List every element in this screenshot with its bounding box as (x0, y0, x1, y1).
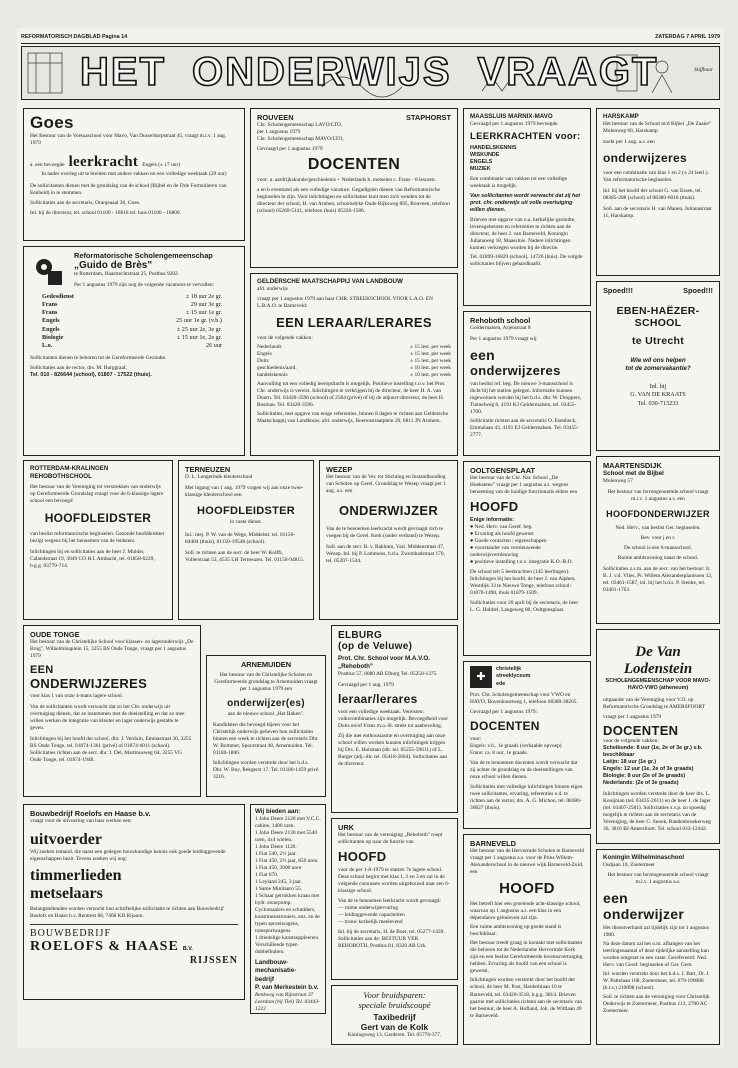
roelofs-logo2: ROELOFS & HAASE (30, 939, 179, 955)
ad-christelijk-streeklyceum (463, 661, 591, 829)
maassluis-vak-2: ENGELS (470, 159, 493, 166)
gdb-addr2: Sollicitaties aan de rector, drs. M. Burggraaf. (30, 364, 127, 371)
arnemuiden-addr: Inlichtingen worden verstrekt door het h.d.s. Dhr. W. Buy, Rekgerst 17. Tel. 01180-1459 privé 3216. (213, 760, 319, 781)
harskamp-info: Inl. bij het hoofd der school G. van Essen, tel. 08385-288 (school) of 08380-6018 (thuis). (603, 188, 702, 202)
gdb-table (42, 293, 222, 349)
spoed-left: Spoed!!! (603, 286, 633, 295)
rehoboth-body: van beslist ref. beg. De nieuwe 3-mansschool is dicht bij het station gelegen. Informatie kunnen ingewonnen worden bij het h.d.s. dhr. W. Droppers, Tunnelweg 8, 4191 KJ Geldermalsen, tel. 03455-1700. (470, 381, 582, 416)
terneuzen-sub2: in vaste dienst. (229, 519, 263, 526)
christelijk-lead2: Gevraagd per 1 augustus 1979: (470, 709, 538, 716)
bruidsparen-addr: Koningsweg 13, Garderen. Tel. 05776-377. (347, 1032, 442, 1038)
ad-spoed (596, 281, 720, 451)
vanlodenstein-tag: SCHOLENGEMEENSCHAP VOOR MAVO-HAVO-VWO (atheneum) (605, 678, 711, 692)
bruidsparen-l1: Voor bruidsparen: (363, 990, 426, 1000)
urk-body: voor de per 1-8-1979 te starten 7e lagere school. Deze school begint met klas 1, 2 en 3 en zal in de volgende cursussen worden uitgebouwd naar een 6-klassige school. (338, 867, 450, 895)
gdb-lead: Per 1 augustus 1979 zijn nog de volgende vacatures te vervullen: (74, 282, 215, 289)
roelofs-big3: metselaars (30, 885, 103, 903)
roelofs-logo (30, 924, 238, 966)
vanlodenstein-big: DOCENTEN (603, 723, 679, 739)
oudetonge-addr: Inlichtingen bij het hoofd der school, dhr. J. Verduin, Emmastraat 30, 3255 BS Oude Tonge, tel. 01874-1361 (privé) of 01874-6011 (school). Sollicitaties richten aan de secr. dhr. J. Del, Martinusweg 64, 3255 VG Oude Tonge, tel. 01874-1948. (30, 736, 192, 764)
banner-word-3: VRAAGT (477, 50, 659, 94)
ooltgensplaat-bullet: ● positieve instelling t.o.v. integratie K.O.-B.O. (470, 559, 573, 566)
merkestein-item: 1 Same Minitauro 55. (255, 886, 303, 893)
oudetonge-body: Van de sollicitanten wordt verwacht dat zo het Chr. onderwijs uit overtuiging dienen, dat ze instemmen met de doelstelling en dat zo mee willen werken de integratie van kleuter en lager onderwijs gestalte te geven. (30, 704, 185, 732)
roelofs-title: Bouwbedrijf Roelofs en Haase b.v. (30, 809, 151, 818)
rouveen-big: DOCENTEN (307, 156, 401, 174)
urk-item: — trouw kerkelijk meelevend (338, 919, 403, 926)
christelijk-sub: voor: (470, 736, 482, 743)
oudetonge-sub: voor klas 1 van onze 4-mans lagere school. (30, 693, 124, 700)
spoed-name2: SCHOOL (634, 317, 682, 330)
gelderse-row: Duits ± 15 lest. per week (257, 358, 451, 365)
gelderse-row: geschiedenis/aard. ± 10 lest. per week (257, 365, 451, 372)
elburg-sub: Prot. Chr. School voor M.A.V.O. „Rehoboth" (338, 655, 430, 671)
ooltgensplaat-bullet: ● voorstander van vernieuwende onderwijsvernieuwing (470, 545, 541, 559)
gelderse-lead2: voor de volgende vakken: (257, 335, 313, 342)
gelderse-big: EEN LERAAR/LERARES (276, 315, 432, 331)
ooltgensplaat-bullet: ● Goede contacten / eigenschappen (470, 538, 547, 545)
gelderse-addr: Sollicitaties, met opgave van enige referenties, binnen 8 dagen te richten aan Geldersche Maatschappij van Landbouw, afd. onderwijs, Boerenstraatplein 20, 6811 JN Arnhem. (257, 411, 448, 425)
newspaper-page (17, 28, 724, 1048)
gelderse-title: GELDERSCHE MAATSCHAPPIJ VAN LANDBOUW (257, 278, 403, 285)
harskamp-l1: Het bestuur van de School m/d Bijbel „De Zaaier" (603, 121, 712, 128)
oudetonge-title: OUDE TONGE (30, 630, 80, 639)
ad-harskamp (596, 108, 720, 276)
urk-title: URK (338, 823, 355, 832)
christelijk-big: DOCENTEN (470, 719, 540, 734)
roelofs-logo4: RIJSSEN (189, 955, 238, 967)
ooltgensplaat-body: De school telt 5 leerkrachten (145 leerlingen). Inlichtingen bij het hoofd, de heer J. van Alphen, Westdijk 33 te Nieuwe Tonge, telefoon school: 01870-1490, thuis 01879-1509. (470, 569, 576, 597)
maassluis-vak-3: MUZIEK (470, 166, 491, 173)
roelofs-lead: vraagt voor de uitvoering van haar werken een: (30, 818, 132, 825)
rouveen-body: a en b eventueel als een volledige vacature. Gegadigden dienen van Reformatorische beginselen te zijn. Voor inlichtingen en sollicitaties kunt men zich wenden tot de directeur der school, H. van Aruhen, schoolsdyke Oude Rijksweg 895, Rouveen, telefoon (school) 05269-5141, telefoon (huis) 05226-1586. (257, 187, 450, 215)
elburg-title: ELBURG (338, 630, 383, 641)
gdb-addr: te Rotterdam, Haastrechtstraat 25, Postbus 9202. (74, 271, 180, 278)
merkestein-item: 1 driedelige kunstsuppleerers. (255, 935, 320, 942)
goes-detail: In nader overleg uit te breiden met andere vakken tot een volledige weektaak (29 uur) (41, 171, 227, 178)
maassluis-vak-0: HANDELSKENNIS (470, 145, 517, 152)
ad-maartensdijk (596, 456, 720, 624)
gelderse-lead: vraagt per 1 augustus 1979 aan haar CHR. STREEKSCHOOL VOOR L.A.O. EN L.B.A.O. te Barneveld: (257, 296, 433, 310)
rehoboth-sub: Goldermalsen, Arjenstraat 8 (470, 325, 531, 332)
gdb-tel: Tel. 010 - 826644 (school), 01807 - 17522 (thuis). (30, 371, 152, 378)
bruidsparen-l2: speciale bruidscoupé (358, 1000, 431, 1010)
elburg-lead: Gevraagd per 1 aug. 1979 (338, 682, 394, 689)
gdb-row: Gedesdienst ± 18 uur 2e gr. (42, 293, 222, 301)
rouveen-items: voor: a. aardrijkskunde/geschiedenis + Nederlands b. metselen c. Frans - 8 lesuren. (257, 177, 436, 184)
wezep-lead: Het bestuur van de Ver. tot Stichting en Instandhouding van Scholen op Gerel. Grondslag te Wezep vraagt per 1 aug. a.s. een (326, 474, 446, 495)
terneuzen-addr: Soll. te richten aan de secr. de heer W. Kolffi, Vollerstraat 53, 4535 LH Terneuzen. Tel. 01150-94815. (185, 550, 305, 564)
merkestein-item: 1 John Deere 2130 met 5540 uren, 4x4 wielen. (255, 830, 318, 844)
goes-info: Inl. bij de directeur, tel. school 01100 - 16818 tel. huis 01100 - 16800. (30, 210, 181, 217)
spoed-q1: Wie wil ons helpen (630, 357, 686, 365)
roelofs-logo1: BOUWBEDRIJF (30, 928, 112, 940)
goes-big: leerkracht (68, 154, 139, 171)
banner-title (80, 49, 659, 95)
barneveld-addr: Inlichtingen worden verstrekt door het hoofd der school, de heer M. Post, Harderhlaan 10 te Barneveld, tel. 03420-3518, b.g.g. 3814. Brieven gaarne met sollicitaties richten aan de secretaris van het bestuur, de heer A. Hofland, Joh. de Wittlaan 49 te Barneveld. (470, 977, 583, 1019)
header-rule (21, 43, 720, 44)
ad-elburg (331, 625, 458, 813)
rotterdam-addr: Inlichtingen bij en sollicitaties aan de heer J. Mulder, Calandstraat 19, 3049 CO H.I. Ambacht, tel. 01858-6229, b.g.g. 03779-714. (30, 549, 155, 570)
gdb-row: Biologie ± 15 uur 1e, 2e gr. (42, 333, 222, 341)
urk-addr: Inl. bij de secretaris, H. de Boer, tel. 05277-1439. Sollicitaties aan de: BESTUUR VER. REHOBOTH, Postbus 81, 8320 AB Urk. (338, 929, 445, 950)
gdb-quote: „Guido de Brès" (74, 260, 153, 272)
ad-oude-tonge (23, 625, 201, 797)
barneveld-big: HOOFD (499, 880, 555, 898)
page-header-right: ZATERDAG 7 APRIL 1979 (655, 34, 720, 40)
goes-addr: Sollicitaties aan de secretaris, Oranjeaaal 36, Goes. (30, 200, 141, 207)
arnemuiden-sub: aan de nieuwe school „Het Baken". (227, 711, 305, 718)
arnemuiden-title: ARNEMUIDEN (240, 660, 292, 669)
barneveld-body: Het betreft hier een groeiende acht-klassige school, waarvan op 1 augustus a.s. een klas in een dépendance gehuisvest zal zijn. (470, 901, 581, 922)
vanlodenstein-item: Engels: 12 uur (1e, 2e of 3e graads) (603, 766, 694, 773)
vanlodenstein-item: Latijn: 18 uur (1e gr.) (603, 759, 657, 766)
gelderse-row: Engels ± 15 lest. per week (257, 351, 451, 358)
wilhelmina-addr: Inl. worden verstrekt door het h.d.s. J. Bart, Dr. J. W. Paltelaan 168, Zoetermeer, tel. 079-190080 (h.t.s.) 210098 (school). (603, 971, 710, 992)
maartensdijk-big: HOOFDONDERWIJZER (606, 509, 710, 520)
ad-wezep (319, 460, 458, 620)
christelijk-i2: Frans: ca. 8 uur, 1e graads. (470, 750, 528, 757)
ad-bruidsparen (331, 985, 458, 1045)
christelijk-logo2: streeklyceum (496, 673, 531, 680)
wezep-body: Van de te benoemen leerkracht wordt gevraagd zich te voegen bij de Gerel. Kerk (onder verband) te Wezep. (326, 526, 444, 540)
ooltgensplaat-bullet: ● Ned. Herv. van Geref. beg. (470, 524, 533, 531)
arnemuiden-lead: Het bestuur van de Christelijke Scholen en Gereformeerde grondslag te Arnemuiden vraagt per 1 augustus 1979 een (214, 672, 318, 693)
spoed-city: te Utrecht (631, 335, 684, 348)
merkestein-item: 1 Fiat 450, 3000 uren (255, 865, 302, 872)
ad-van-lodenstein (596, 629, 720, 844)
christelijk-body: Van de te benoemen docenten wordt verwacht dat zij achter de grondslag en de doelstellingen van onze school willen dienen. (470, 760, 578, 781)
gdb-row: Engels 25 uur 1e gr. (v.b.) (42, 317, 222, 325)
maassluis-big: LEERKRACHTEN voor: (470, 131, 581, 143)
rotterdam-title: ROTTERDAM-KRALINGEN REHOBOTHSCHOOL (30, 465, 109, 481)
spoed-right: Spoed!!! (683, 286, 713, 295)
maartensdijk-body: Ned. Herv., van beslist Ger. beginselen. (615, 525, 701, 532)
ooltgensplaat-title: OOLTGENSPLAAT (470, 466, 536, 475)
barneveld-body3: Het bestuur treedt graag in kontakt met sollicitanten die behoren tot de Nederlandse Hervormde Kerk zijn en een beslist Gereformeerde levensovertuiging hebben. Ervaring als hoofd van een school is gewenst. (470, 940, 583, 975)
merkestein-title: Wij bieden aan: (255, 808, 301, 815)
barneveld-body2: Een ruime ambtswoning op goede stand is beschikbaar. (470, 924, 562, 938)
spoed-tel: Tel. 030-713233 (637, 399, 679, 407)
ad-guido-de-bres (23, 246, 245, 456)
maartensdijk-addr: Sollicitaties z.s.m. aan de secr. van het bestuur: Ir. B. J. v.d. Vlies, Pr. Willem Alexanderplantsoen 12, tel. 03461-1587, inl. bij het h.d.s. P. Stenke, tel. 03461-1763. (603, 566, 713, 594)
roelofs-big1: uitvoerder (30, 831, 102, 849)
gdb-row: L.o. 26 uur (42, 341, 222, 349)
rehoboth-lead: Per 1 augustus 1979 vraagt wij (470, 336, 537, 343)
gelderse-body: Aanvulling tot een volledig leeropdracht is mogelijk. Positieve instelling t.o.v. het Prot. Chr. onderwijs is vereist. Inlichtingen te verkrijgen bij de directeur, de heer H. A. van Doorn. Tel. 03420-3596 (school) of 2584 (privé) of bij de adjunct-directeur, de heer H. Bosman. Tel. 03420-3596. (257, 381, 446, 409)
rotterdam-body: van beslist reformatorische beginselen. Gezonde hoofdleidster bezigt wegens bij het benoemen van de leidsters. (30, 531, 165, 545)
rouveen-l3: Chr. Scholengemeenschap MAVO/LTO, (257, 136, 344, 143)
maassluis-tel: Tel. 01899-16829 (school), 14726 (huis). De volgde sollicitaties blijven gehandhaafd. (470, 254, 583, 268)
harskamp-big: onderwijzeres (603, 151, 687, 166)
vanlodenstein-sub: voor de volgende vakken: (603, 738, 659, 745)
terneuzen-title: TERNEUZEN (185, 465, 231, 474)
ad-geldersche (250, 273, 458, 456)
ad-arnemuiden (206, 655, 326, 797)
gdb-logo-icon (34, 257, 64, 287)
harskamp-body: voor een combinatie van klas 1 en 2 (± 24 leerl.). Van reformatorische beginselen. (603, 170, 709, 184)
merkestein-item: 1 Fiat 450, 2½ jaar, 850 uren. (255, 858, 319, 865)
harskamp-l3: zoekt per 1 aug. a.s. een (603, 139, 655, 146)
goes-subject: Engels (± 17 uur) (142, 162, 181, 169)
elburg-big: leraar/lerares (338, 692, 418, 707)
merkestein-item: 1 John Deere 1120. (255, 844, 297, 851)
rouveen-l4: Gevraagd per 1 augustus 1979 (257, 146, 323, 153)
wilhelmina-title: Koningin Wilhelminaschool (603, 854, 685, 861)
maartensdijk-sub2: Molenweg 57 (603, 478, 633, 485)
ad-barneveld (463, 834, 591, 1045)
elburg-body2: Zij die met enthousiasme en overtuiging aan onze school willen werken kunnen inlichtingen krijgen bij Drs. E. Hulsman (dir. tel. 05255-59611) of L. Burger (adj.-dir. tel. 05418-2664). Sollicitaties aan de directeur. (338, 733, 448, 768)
vanlodenstein-logo: De Van Lodenstein (623, 644, 693, 677)
merkestein-who: P. van Merkestein b.v. (255, 983, 319, 991)
ad-rouveen (250, 108, 458, 268)
page-header-left: REFORMATORISCH DAGBLAD Pagina 14 (21, 34, 128, 40)
goes-intro: Het Bestuur van de Voetuaschool voor Mavo, Van Dusseldorpstraat 45, vraagt m.i.v. 1 aug. 1979 (30, 133, 227, 147)
merkestein-item: 1 Leyland 245, 3 jaar. (255, 879, 303, 886)
banner-stamp: Stijfbuur (694, 67, 713, 73)
elburg-body: voor een volledige weektaak. Vereisten: volkscombinaties zijn mogelijk. Bevoegdheid voor Duits en/of Frans m.o.-B. strekt tot aanbeveling. (338, 709, 449, 730)
merkestein-item: Verschillende typen dubbelbulten. (255, 942, 298, 956)
vanlodenstein-item: Nederlands: (2e of 3e graads) (603, 780, 679, 787)
harskamp-addr: Soll. aan de secretaris H. van Manen, Julianastraat 11, Harskamp. (603, 206, 712, 220)
christelijk-addr: Sollicitaties met volledige inlichtingen binnen eigen twee sollicitantes, ervaring, referenties e.d. te richten aan de rector, drs. A. G. Michon, tel. 08380-36827 (thuis). (470, 784, 583, 812)
goes-title: Goes (30, 113, 74, 132)
gdb-row: Engels ± 25 uur 2e, 3e gr. (42, 325, 222, 333)
roelofs-body1: Wij zoeken iemand, die naast een gedegen bouwkundige kennis ook goede leidinggevende eigenschappen bezit. Tevens zoeken wij nog: (30, 849, 226, 863)
barneveld-title: BARNEVELD (470, 839, 516, 848)
ooltgensplaat-bullet: ● Ervaring als hoofd gewenst (470, 531, 534, 538)
ad-maassluis (463, 108, 591, 306)
vanlodenstein-lead: uitgaande van de Vereniging voor V.O. op Reformatorische Grondslag te AMERSFOORT (603, 697, 705, 711)
gdb-body: Sollicitanten dienen te behoren tot de Gereformeerde Gezindte. (30, 354, 167, 361)
ooltgensplaat-sub: Enige informatie: (470, 517, 515, 524)
spoed-name1: EBEN-HAËZER- (616, 305, 700, 318)
rehoboth-big1: een (470, 347, 496, 364)
rotterdam-lead: Het bestuur van de Vereniging tot verstrekken van onderwijs op Gereformeerde Grondslag vraagt voor de 6-klassige lagere school een bevoegd (30, 484, 164, 505)
streeklyceum-logo-icon: ✚ (470, 666, 492, 688)
ad-terneuzen (178, 460, 314, 620)
bruidsparen-l3: Taxibedrijf (373, 1012, 416, 1022)
rouveen-l1: Chr. Scholengemeenschap LAVO/LTO, (257, 122, 343, 129)
roelofs-body2: Belangstellenden worden verzocht hun schriftelijke sollicitatie te richten aan Bouwbedrijf Roelofs en Haase b.v. Rentrest 88, 7468 KB Rijssen. (30, 906, 224, 920)
vanlodenstein-item: Biologie: 8 uur (2e of 3e graads) (603, 773, 686, 780)
rouveen-title: ROUVEEN (257, 113, 294, 122)
gelderse-row: handelskennis ± 10 lest. per week (257, 372, 451, 379)
urk-lead2: Van de te benoemen leerkracht wordt gevraagd: (338, 898, 441, 905)
urk-lead: Het bestuur van de vereniging „Rehoboth" roept sollicitanten op naar de functie van (338, 832, 443, 846)
ad-rotterdam (23, 460, 173, 620)
gelderse-sub: afd. onderwijs (257, 286, 288, 293)
terneuzen-info: Inl.: mej. P. W. van de Wege, Middelstr. tel. 01150-84404 (thuis), 01150-19548 (school). (185, 532, 296, 546)
rehoboth-big2: onderwijzeres (470, 363, 561, 379)
wilhelmina-body2: Na deze datum zal het o.m. afhangen van het leerlingenaantal of deze tijdelijke aanstelling kan worden omgezet in een vaste. Gerefereerd: Ned. Herv. van Geref. beginselen of Ger. Gem. (603, 941, 709, 969)
banner-word-1: HET (80, 50, 166, 94)
maassluis-body2: Brieven met opgave van o.a. kerkelijke gezindte, levensgebeuren en referenties te richten aan de directeur, de heer J. van Barneveld, Koningin Julianaweg 18, Maassluis. Nadere inlichtingen kunnen verkregen worden bij de directie. (470, 217, 576, 252)
banner-word-2: ONDERWIJS (192, 50, 452, 94)
maassluis-vak-1: WISKUNDE (470, 152, 500, 159)
ad-goes (23, 108, 245, 241)
rouveen-l2: per 1 augustus 1979 (257, 129, 301, 136)
merkestein-item: 1 John Deere 2120 met V.C.C. cabine, 1400 uren. (255, 816, 321, 830)
goes-body: De sollicitanten dienen met de grondslag van de school (Bijbel en de Drie Formulieren van Eenheid) in te stemmen. (30, 183, 227, 197)
maartensdijk-l3: De school is een 6-mansschool. (623, 545, 693, 552)
gelderse-row: Nederlands ± 15 lest. per week (257, 344, 451, 351)
wilhelmina-big1: een (603, 890, 629, 907)
ad-wilhelminaschool (596, 849, 720, 1045)
merkestein-item: 1 Fiat 670. (255, 872, 279, 879)
wilhelmina-lead: Het bestuur van bovengenoemde school vraagt m.i.v. 1 augustus a.s. (607, 872, 709, 886)
elburg-title2: (op de Veluwe) (338, 641, 413, 652)
maassluis-title: MAASSLUIS MARNIX-MAVO (470, 113, 553, 120)
urk-item: — leidinggevende capaciteiten (338, 912, 405, 919)
wezep-addr: Soll. aan de secr. B. v. Bakhum, Vari. Middenstraat 47, Wezep. Inl. bij P. Lemmens, h.d.s. Zwembadstraat 170, tel. 05207-1544. (326, 544, 445, 565)
wilhelmina-sub: Osdjaan 10, Zoetermeer (603, 862, 655, 869)
maartensdijk-lead: Het bestuur van bovengenoemde school vraagt m.i.v. 1 augustus a.s. een (607, 489, 709, 503)
ooltgensplaat-lead: Het bestuur van de Chr. Nat. School „De Hoekstene" vraagt per 1 augustus a.s. wegens benoeming van de huidige functionaris elders een (470, 475, 578, 496)
goes-pre: a. een bevoegde (30, 162, 65, 169)
ad-roelofs-haase (23, 804, 245, 1000)
maassluis-sub: Gevraagd per 1 augustus 1979 bevoegde (470, 121, 558, 128)
spoed-who: G. VAN DE KRAATS (630, 391, 686, 399)
merkestein-brand1: Landbouw- (255, 959, 288, 967)
wezep-big: ONDERWIJZER (338, 503, 439, 519)
ad-urk (331, 818, 458, 980)
barneveld-lead: Het bestuur van de Hervormde Scholen te Barneveld vraagt per 1 augustus a.s. voor de Prins Willem-Alexanderschool in de nieuwe wijk Barneveld-Zuid, een (470, 848, 584, 876)
merkestein-addr: Renkweg van Rijnstraat 37 Leerdam (bij Tiel) Tel. 03443-1222 (255, 991, 320, 1012)
arnemuiden-body: Kandidaten die bevoegd bijeen voor het Christelijk onderwijs gelieven hun sollicitaties binnen een week te richten aan de secretaris Dhr. W. Bommer, Spoorstraat 48, Arnemuiden. Tel. 01180-1806. (213, 722, 319, 757)
bruidsparen-l4: Gert van de Kolk (360, 1022, 429, 1032)
christelijk-lead: Prot. Chr. Scholengemeenschap voor VWO en HAVO, Bovenbuurtweg 1, telefoon 08380-38205. (470, 692, 578, 706)
harskamp-l2: Molenweg 66, Harskamp (603, 128, 658, 135)
merkestein-brand2: mechanisatie- (255, 967, 297, 975)
oudetonge-lead: Het bestuur van de Christelijke School voor klassen- en lageronderwijs „De Brug", Wilhelminaplein 15, 3255 BS Oude Tonge, vraagt per 1 augustus 1979 (30, 639, 194, 660)
terneuzen-sub: D. L. Lengerinde kleuterschool (185, 474, 253, 481)
terneuzen-big: HOOFDLEIDSTER (196, 505, 295, 518)
gdb-name: Reformatorische Scholengemeenschap (74, 251, 213, 260)
maassluis-ital: Van sollicitanten wordt verwacht dat zij het prot. chr. onderwijs uit volle overtuiging willen dienen. (470, 193, 581, 214)
spoed-q2: tot de zomervakantie? (625, 365, 691, 373)
rehoboth-addr: Sollicitatie richten aan de secretaris O. Esenbeck, Emmalaan 43, 4191 EJ Geldermalsen. Tel. 03455-2777. (470, 418, 579, 439)
elburg-sub2: Postbus 57, 8080 AB Elburg Tel. 05250-1375. (338, 671, 438, 678)
oudetonge-big2: ONDERWIJZERES (30, 676, 148, 692)
wilhelmina-body: Het dienstverband zal tijdelijk zijn tot 1 augustus 1980. (603, 925, 709, 939)
rouveen-title2: STAPHORST (405, 113, 451, 122)
maartensdijk-l4: Ruime ambtswoning naast de school. (617, 555, 699, 562)
ooltgensplaat-addr: Sollicitaties voor 20 april bij de secretaris, de heer L. G. Hobbel, Langeweg 80, Ooltgensplaat. (470, 600, 579, 614)
vanlodenstein-item: Scheikunde: 8 uur (1e, 2e of 3e gr.) v.b. beschikbaar (603, 745, 703, 759)
ad-merkestein (250, 804, 326, 1014)
vanlodenstein-lead2: vraagt per 1 augustus 1979 (603, 714, 662, 721)
ad-rehoboth (463, 311, 591, 456)
merkestein-item: 1 Schaar getrokken kraan met hydr. stuurpomp. (255, 893, 320, 907)
ad-ooltgensplaat (463, 461, 591, 656)
rotterdam-big: HOOFDLEIDSTER (44, 511, 152, 526)
merkestein-item: 1 Fiat 540, 2½ jaar. (255, 851, 297, 858)
banner (21, 46, 720, 100)
roelofs-big2: timmerlieden (30, 867, 122, 885)
oudetonge-big1: EEN (30, 664, 54, 677)
rehoboth-title: Rehoboth school (470, 316, 531, 325)
ooltgensplaat-big: HOOFD (470, 499, 519, 515)
spoed-info: Inl. bij (649, 383, 667, 391)
maartensdijk-sub: School met de Bijbel (603, 470, 664, 478)
merkestein-item: Cyclomaaiers en schudders, kunstmeststrooiers, enz. en de typen sproeiwagens, transportwagens. (255, 907, 320, 935)
arnemuiden-big: onderwijzer(es) (227, 698, 305, 710)
christelijk-logo3: ede (496, 680, 506, 687)
merkestein-list (255, 816, 321, 956)
urk-item: — ruime onderwijservaring (338, 905, 398, 912)
christelijk-logo1: christelijk (496, 666, 522, 673)
terneuzen-lead: Met ingang van 1 aug. 1979 vragen wij aan onze twee-klassige kleuterschool een (185, 485, 304, 499)
wilhelmina-big2: onderwijzer (603, 906, 685, 923)
maassluis-body: Een combinatie van vakken tot een volledige weektaak is mogelijk. (470, 176, 567, 190)
wilhelmina-addr2: Soll. te richten aan de vereniging voor Christelijk Onderwijs te Zoetermeer, Postbus 113, 2700 AC Zoetermeer. (603, 994, 710, 1015)
roelofs-logo3: B.V. (182, 946, 193, 953)
gdb-row: Frans ± 15 uur 1e gr. (42, 309, 222, 317)
gdb-row: Frans 29 uur 3e gr. (42, 301, 222, 309)
harskamp-title: HARSKAMP (603, 113, 639, 120)
christelijk-i1: Engels: v.b., 1e graads (verhaalde opvoep) (470, 743, 562, 750)
maartensdijk-title: MAARTENSDIJK (603, 461, 662, 470)
gelderse-table (257, 344, 451, 379)
wezep-title: WEZEP (326, 465, 353, 474)
vanlodenstein-addr: Inlichtingen worden verstrekt door de heer drs. L. Kooijman (tel. 03435-2611) en de heer J. de Jager (tel. 03407-2581). Sollicitaties s.v.p. zo spoedig mogelijk te richten aan de secretaris van de Vereniging, de heer C. Snoek, Randenbroekerweg 36, 3816 BJ Amersfoort. Tel. school 033-12442. (603, 791, 711, 833)
maartensdijk-l2: Bev. voor j.en r. (640, 535, 676, 542)
urk-big: HOOFD (338, 849, 387, 865)
merkestein-brand3: bedrijf (255, 975, 274, 983)
